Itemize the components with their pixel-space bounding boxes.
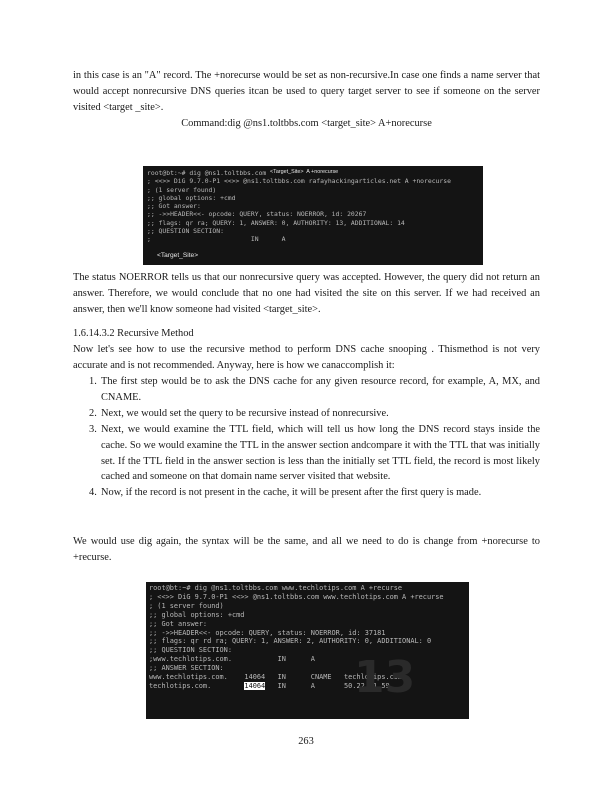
terminal-line: ; (1 server found): [149, 601, 224, 610]
list-item: 2. Next, we would set the query to be recursive instead of nonrecursive.: [89, 407, 389, 419]
section-intro: Now let's see how to use the recursive method to perform DNS cache snooping . Thismethod is not very accurate and is not recommended. Anyway, here is how we canaccomplish it:: [73, 344, 540, 371]
terminal-line: ;; ANSWER SECTION:: [149, 664, 224, 673]
intro-paragraph: in this case is an "A" record. The +norecurse would be set as non-recursive.In case one finds a name server that would accept nonrecursive DNS queries itcan be used to query target server to see if someone on the server visited <target _site>.: [73, 70, 540, 113]
outro-paragraph: We would use dig again, the syntax will be the same, and all we need to do is change from +norecurse to +recurse.: [73, 536, 540, 563]
terminal-line: ;; global options: +cmd: [147, 193, 236, 202]
list-item: 4. Now, if the record is not present in the cache, it will be present after the first query is made.: [89, 487, 482, 499]
terminal-line: ;; global options: +cmd: [149, 610, 245, 619]
terminal-line: www.techlotips.com. 14064 IN CNAME techlotips.com.: [149, 673, 407, 682]
terminal-line: ;; QUESTION SECTION:: [147, 227, 224, 236]
terminal-line: ;www.techlotips.com. IN A: [149, 655, 315, 664]
terminal-line: ;; QUESTION SECTION:: [149, 646, 232, 655]
status-paragraph: The status NOERROR tells us that our nonrecursive query was accepted. However, the query did not return an answer. Therefore, we would conclude that no one had visited the site on this server. If we had received an answer, then we'll know someone had visited <target_site>.: [73, 272, 540, 315]
terminal-line: ;; flags: qr rd ra; QUERY: 1, ANSWER: 2, AUTHORITY: 0, ADDITIONAL: 0: [149, 637, 432, 646]
terminal-line: ;; flags: qr ra; QUERY: 1, ANSWER: 0, AUTHORITY: 13, ADDITIONAL: 14: [147, 218, 405, 227]
steps-list: [73, 374, 540, 501]
page-number: 263: [298, 736, 314, 747]
list-item: 1. The first step would be to ask the DNS cache for any given resource record, for example, A, MX, and CNAME.: [89, 376, 540, 403]
terminal-line: ;; Got answer:: [147, 202, 201, 211]
ttl-highlight: 14064: [244, 681, 266, 690]
terminal-overlay-label: <Target_Site> A +norecurse: [267, 168, 341, 176]
terminal-line: techlotips.com. 14064 IN A 50.22.81.59: [149, 681, 390, 690]
terminal-line: ; <<>> DiG 9.7.0-P1 <<>> @ns1.toltbbs.com rafayhackingarticles.net A +norecurse: [147, 177, 451, 186]
list-item: 3. Next, we would examine the TTL field, which will tell us how long the DNS record stays inside the cache. So we would examine the TTL in the answer section andcompare it with the TTL that was initially set. If the TTL field in the answer section is less than the initially set TTL field, the record is most likely cached and someone on that domain name server visited that website.: [89, 423, 540, 483]
terminal-line: ;; Got answer:: [149, 619, 208, 628]
terminal-line: ; (1 server found): [147, 185, 217, 194]
terminal-site-label: <Target_Site>: [157, 252, 199, 259]
section-heading: 1.6.14.3.2 Recursive Method: [73, 328, 194, 339]
command-line: Command:dig @ns1.toltbbs.com <target_site> A+norecurse: [181, 118, 432, 129]
terminal-line: ;; ->>HEADER<<- opcode: QUERY, status: NOERROR, id: 37181: [149, 628, 386, 637]
terminal-screenshot-recurse: [146, 582, 469, 719]
terminal-screenshot-norecurse: [143, 166, 483, 265]
terminal-line: ;; ->>HEADER<<- opcode: QUERY, status: NOERROR, id: 20267: [147, 210, 367, 219]
terminal-line: ; IN A: [147, 235, 286, 244]
terminal-watermark: 13: [354, 652, 416, 703]
terminal-line: ; <<>> DiG 9.7.0-P1 <<>> @ns1.toltbbs.com www.techlotips.com A +recurse: [149, 592, 444, 601]
terminal-line: root@bt:~# dig @ns1.toltbbs.com: [147, 169, 267, 177]
terminal-line: root@bt:~# dig @ns1.toltbbs.com www.techlotips.com A +recurse: [149, 584, 403, 592]
